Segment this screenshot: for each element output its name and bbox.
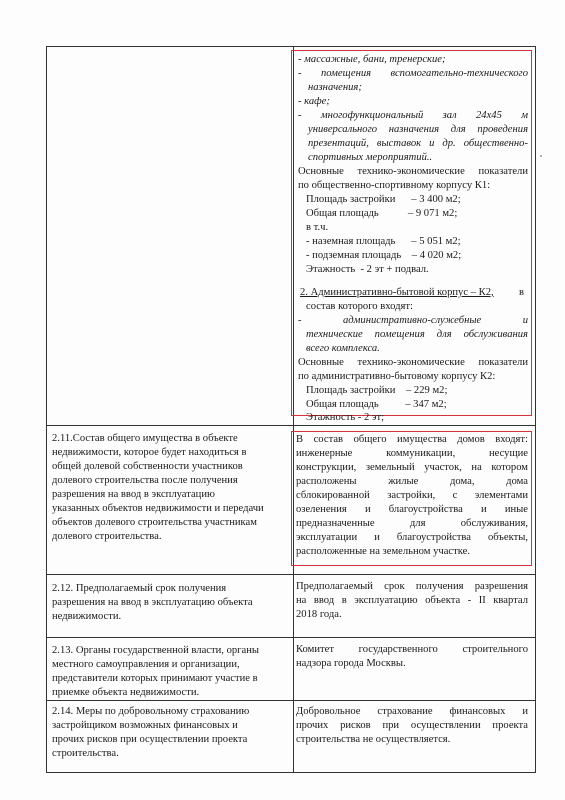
row-2-12-value-line: на ввод в эксплуатацию объекта - II квартал — [296, 595, 528, 606]
section-heading-k2: 2. Административно-бытовой корпус – К2, — [300, 287, 494, 298]
text-line: Основные технико-экономические показатели — [298, 357, 528, 368]
row-2-11-label-line: указанных объектов недвижимости и передачи — [52, 503, 264, 514]
row-2-11-label-line: разрешения на ввод в эксплуатацию — [52, 489, 215, 500]
row-2-11-value-line: инженерные коммуникации, несущие — [296, 448, 528, 459]
row-2-11-label-line: объектов долевого строительства участникам — [52, 517, 257, 528]
text-line: Этажность - 2 эт + подвал. — [306, 264, 429, 275]
row-2-12-label-line: разрешения на ввод в эксплуатацию объекта — [52, 597, 253, 608]
text-line: - помещения вспомогательно-технического — [298, 68, 528, 79]
text-line: Основные технико-экономические показатели — [298, 166, 528, 177]
row-divider-4 — [46, 700, 536, 701]
text-line: состав которого входят: — [306, 301, 413, 312]
row-2-12-label-line: недвижимости. — [52, 611, 122, 622]
table-bottom-border — [46, 772, 536, 773]
text-line: - наземная площадь – 5 051 м2; — [306, 236, 461, 247]
text-line: назначения; — [308, 82, 362, 93]
text-line: - массажные, бани, тренерские; — [298, 54, 446, 65]
row-2-12-value-line: 2018 года. — [296, 609, 342, 620]
text-line: универсального назначения для проведения — [308, 124, 528, 135]
text-line: Этажность - 2 эт; — [306, 412, 385, 423]
row-2-11-label-line: недвижимости, которое будет находиться в — [52, 447, 247, 458]
row-2-11-label-line: 2.11.Состав общего имущества в объекте — [52, 433, 238, 444]
row-2-12-label-line: 2.12. Предполагаемый срок получения — [52, 583, 227, 594]
row-2-12-value-line: Предполагаемый срок получения разрешения — [296, 581, 528, 592]
text-line: - административно-служебные и — [298, 315, 528, 326]
text-line: в т.ч. — [306, 222, 329, 233]
text-line: - многофункциональный зал 24х45 м — [298, 110, 528, 121]
text-line: всего комплекса. — [306, 343, 380, 354]
text-line: Площадь застройки – 3 400 м2; — [306, 194, 461, 205]
row-2-14-value-line: Добровольное страхование финансовых и — [296, 706, 528, 717]
text-line: - кафе; — [298, 96, 330, 107]
row-2-11-value-line: озеленения и благоустройства и иные — [296, 504, 528, 515]
text-line: спортивных мероприятий.. — [308, 152, 433, 163]
text-line: по общественно-спортивному корпусу К1: — [298, 180, 491, 191]
row-2-13-label-line: 2.13. Органы государственной власти, органы — [52, 645, 259, 656]
row-2-11-value-line: предназначенные для обслуживания, — [296, 518, 528, 529]
text-line: Общая площадь – 9 071 м2; — [306, 208, 458, 219]
row-2-14-value-line: строительства не осуществляется. — [296, 734, 451, 745]
text-line: в — [519, 287, 525, 298]
row-2-11-value-line: расположенные на земельном участке. — [296, 546, 470, 557]
row-2-14-value-line: прочих рисков при осуществлении проекта — [296, 720, 528, 731]
row-2-13-label-line: приемке объекта недвижимости. — [52, 687, 200, 698]
row-2-14-label-line: строительства. — [52, 748, 119, 759]
row-divider-3 — [46, 637, 536, 638]
table-left-border — [46, 46, 47, 773]
text-line: презентаций, выставок и др. общественно- — [308, 138, 528, 149]
row-2-13-value-line: Комитет государственного строительного — [296, 644, 528, 655]
text-line: технические помещения для обслуживания — [306, 329, 528, 340]
row-2-11-value-line: В состав общего имущества домов входят: — [296, 434, 528, 445]
text-line: по административно-бытовому корпусу К2: — [298, 371, 496, 382]
text-line: - подземная площадь – 4 020 м2; — [306, 250, 462, 261]
row-2-11-label-line: долевого строительства после получения — [52, 475, 238, 486]
row-2-13-label-line: местного самоуправления и организации, — [52, 659, 240, 670]
row-divider-2 — [46, 574, 536, 575]
row-divider-1 — [46, 425, 536, 426]
row-2-13-label-line: представители которых принимают участие в — [52, 673, 258, 684]
row-2-11-label-line: общей долевой собственности участников — [52, 461, 243, 472]
text-line: Общая площадь – 347 м2; — [306, 399, 447, 410]
table-top-border — [46, 46, 536, 47]
row-2-11-value-line: расположены жилые дома, дома — [296, 476, 528, 487]
row-2-13-value-line: надзора города Москвы. — [296, 658, 406, 669]
row-2-11-value-line: сблокированной застройки, с элементами — [296, 490, 528, 501]
row-2-11-value-line: эксплуатации и благоустройства объекты, — [296, 532, 528, 543]
row-2-14-label-line: прочих рисков при осуществлении проекта — [52, 734, 248, 745]
table-right-border — [535, 46, 536, 773]
scan-speck — [540, 155, 542, 157]
row-2-14-label-line: застройщиком возможных финансовых и — [52, 720, 238, 731]
row-2-11-value-line: конструкции, земельный участок, на котором — [296, 462, 528, 473]
text-line: Площадь застройки – 229 м2; — [306, 385, 448, 396]
row-2-11-label-line: долевого строительства. — [52, 531, 162, 542]
row-2-14-label-line: 2.14. Меры по добровольному страхованию — [52, 706, 250, 717]
